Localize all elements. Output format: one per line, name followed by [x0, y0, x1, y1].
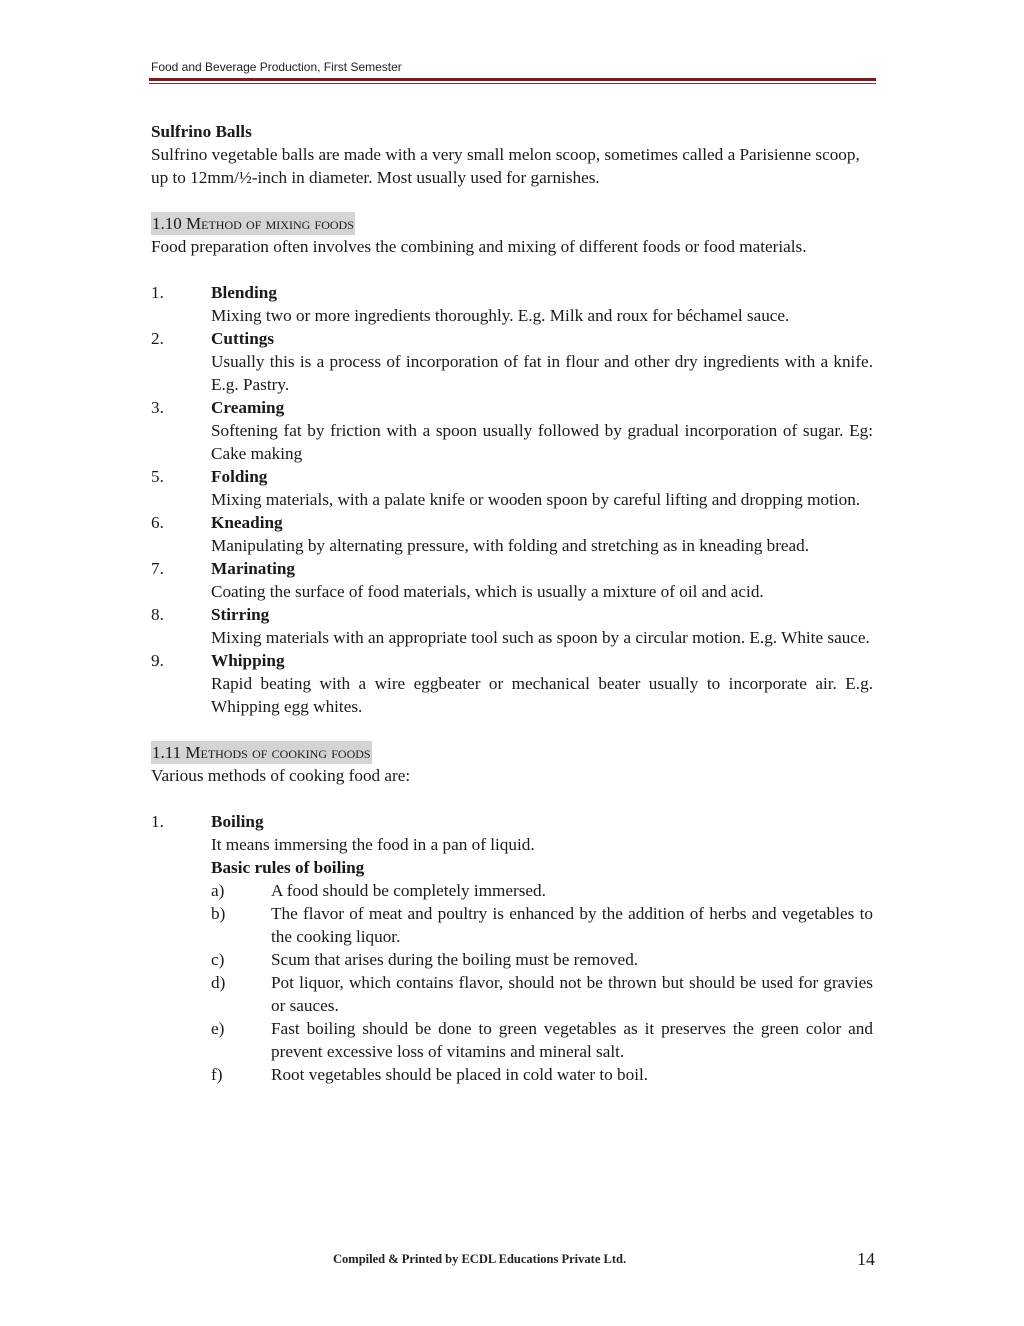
item-number: 7. [151, 559, 164, 578]
item-description: Mixing two or more ingredients thoroughly. E.g. Milk and roux for béchamel sauce. [211, 306, 790, 325]
list-item [151, 327, 873, 396]
cooking-section-heading: 1.11 Methods of cooking foods [152, 743, 371, 762]
item-title: Marinating [211, 559, 296, 578]
item-number: 5. [151, 467, 164, 486]
rule-letter: d) [211, 973, 226, 992]
item-title: Kneading [211, 513, 283, 532]
item-number: 2. [151, 329, 164, 348]
rule-text: Pot liquor, which contains flavor, should not be thrown but should be used for gravies or sauces. [271, 973, 873, 1015]
cooking-section [151, 741, 873, 1086]
item-description: Usually this is a process of incorporation of fat in flour and other dry ingredients with a knife. E.g. Pastry. [211, 352, 873, 394]
rule-item [211, 902, 873, 948]
rule-item [211, 1063, 873, 1086]
mixing-list [151, 281, 873, 718]
item-title: Stirring [211, 605, 270, 624]
item-description: Coating the surface of food materials, which is usually a mixture of oil and acid. [211, 582, 764, 601]
item-number: 9. [151, 651, 164, 670]
rule-item [211, 971, 873, 1017]
rule-text: Root vegetables should be placed in cold water to boil. [271, 1065, 649, 1084]
item-description: Rapid beating with a wire eggbeater or mechanical beater usually to incorporate air. E.g. Whipping egg whites. [211, 674, 873, 716]
item-title: Boiling [211, 812, 264, 831]
header-rule-thin [149, 83, 876, 84]
list-item [151, 649, 873, 718]
item-title: Creaming [211, 398, 285, 417]
rule-letter: e) [211, 1019, 225, 1038]
item-description: Mixing materials, with a palate knife or wooden spoon by careful lifting and dropping motion. [211, 490, 861, 509]
item-description: Manipulating by alternating pressure, with folding and stretching as in kneading bread. [211, 536, 810, 555]
rule-text: The flavor of meat and poultry is enhanced by the addition of herbs and vegetables to the cooking liquor. [271, 904, 873, 946]
rule-item [211, 879, 873, 902]
item-description: It means immersing the food in a pan of liquid. [211, 835, 535, 854]
page-number: 14 [857, 1249, 875, 1269]
rule-letter: a) [211, 881, 225, 900]
item-number: 3. [151, 398, 164, 417]
list-item-boiling [151, 810, 873, 1086]
item-number: 8. [151, 605, 164, 624]
rules-list [211, 879, 873, 1086]
list-item [151, 396, 873, 465]
item-description: Softening fat by friction with a spoon usually followed by gradual incorporation of sugar. Eg: Cake making [211, 421, 873, 463]
rule-text: Scum that arises during the boiling must be removed. [271, 950, 639, 969]
item-title: Cuttings [211, 329, 275, 348]
item-number: 1. [151, 283, 164, 302]
item-number: 1. [151, 812, 164, 831]
rule-item [211, 948, 873, 971]
header-title: Food and Beverage Production, First Semester [151, 60, 402, 74]
rule-text: A food should be completely immersed. [271, 881, 546, 900]
rule-letter: b) [211, 904, 226, 923]
item-description: Mixing materials with an appropriate tool such as spoon by a circular motion. E.g. White sauce. [211, 628, 870, 647]
list-item [151, 603, 873, 649]
list-item [151, 465, 873, 511]
item-title: Folding [211, 467, 268, 486]
rule-letter: f) [211, 1065, 223, 1084]
cooking-intro: Various methods of cooking food are: [151, 766, 411, 785]
list-item [151, 511, 873, 557]
item-number: 6. [151, 513, 164, 532]
item-title: Whipping [211, 651, 285, 670]
item-title: Blending [211, 283, 277, 302]
rule-text: Fast boiling should be done to green vegetables as it preserves the green color and prevent excessive loss of vitamins and mineral salt. [271, 1019, 873, 1061]
mixing-section [151, 212, 873, 718]
list-item [151, 281, 873, 327]
footer-text: Compiled & Printed by ECDL Educations Private Ltd. [333, 1252, 627, 1266]
sulfrino-section [151, 120, 873, 189]
page-body [151, 120, 873, 1086]
rule-item [211, 1017, 873, 1063]
rules-title: Basic rules of boiling [211, 858, 365, 877]
list-item [151, 557, 873, 603]
mixing-section-heading: 1.10 Method of mixing foods [152, 214, 354, 233]
rule-letter: c) [211, 950, 225, 969]
mixing-intro: Food preparation often involves the combining and mixing of different foods or food materials. [151, 237, 807, 256]
sulfrino-heading: Sulfrino Balls [151, 122, 252, 141]
header-rule-thick [149, 78, 876, 81]
sulfrino-text: Sulfrino vegetable balls are made with a very small melon scoop, sometimes called a Parisienne scoop, up to 12mm/½-inch in diameter. Most usually used for garnishes. [151, 145, 860, 187]
